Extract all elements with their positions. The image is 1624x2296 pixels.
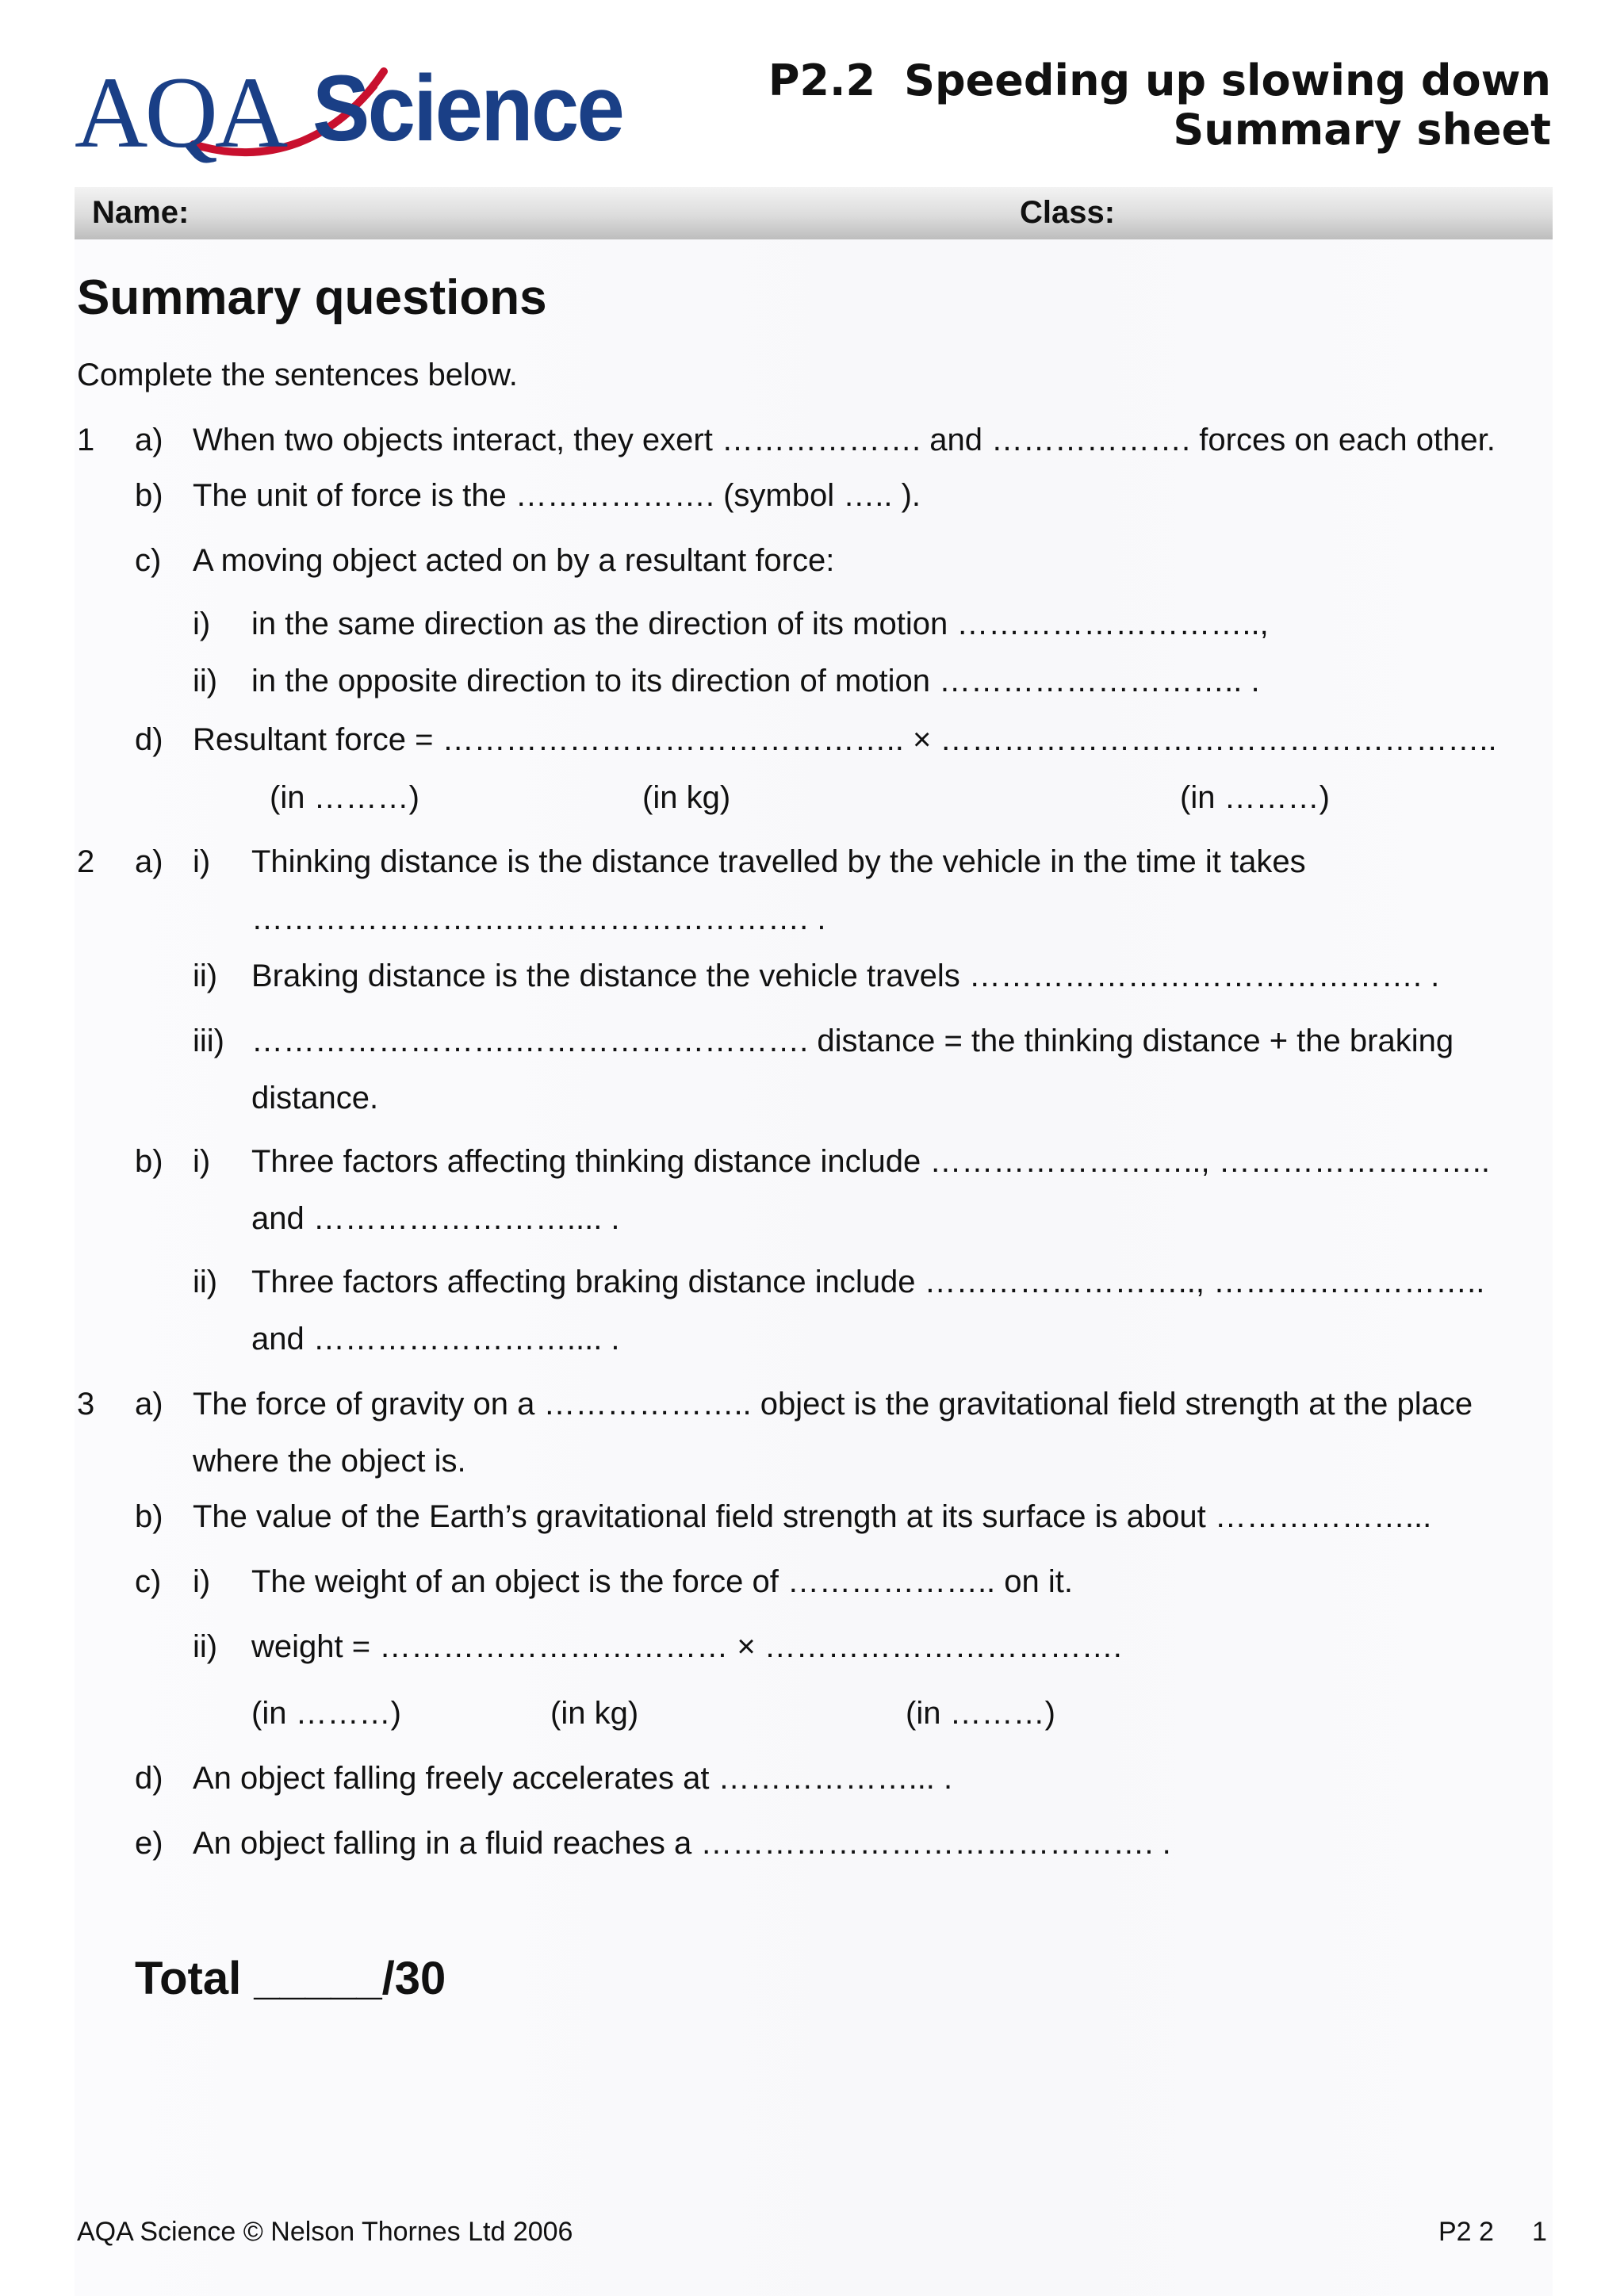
subpart-label: ii) [193,1629,218,1664]
subpart-label: ii) [193,664,218,698]
subpart-label: i) [193,1564,211,1599]
question-text: Three factors affecting thinking distance include …………………….., …………………….. [251,1144,1490,1179]
unit-hint: (in ………) [270,780,419,815]
question-text: The value of the Earth’s gravitational field strength at its surface is about ………………... [193,1499,1432,1534]
footer-copyright: AQA Science © Nelson Thornes Ltd 2006 [77,2217,573,2247]
unit-hint: (in ………) [251,1696,401,1731]
question-number: 3 [77,1387,95,1422]
question-text: When two objects interact, they exert ………………. and ………………. forces on each other. [193,423,1496,457]
question-text: weight = …………………………… × ……………………………. [251,1629,1122,1664]
total-score: Total _____/30 [135,1953,446,2004]
unit-hint: (in kg) [642,780,731,815]
question-text: Braking distance is the distance the vehicle travels ……………………………………. . [251,959,1440,993]
unit-hint: (in ………) [1180,780,1330,815]
part-label: c) [135,1564,162,1599]
question-text: distance. [251,1081,379,1115]
question-text: The force of gravity on a ……………….. object is the gravitational field strength at the place [193,1387,1473,1422]
question-text: …………………….………………………. distance = the thinking distance + the braking [251,1024,1454,1058]
logo-aqa-text: AQA [75,56,285,169]
subpart-label: ii) [193,959,218,993]
logo-science-text: Science [312,56,623,161]
part-label: a) [135,423,163,457]
part-label: d) [135,722,163,757]
aqa-science-logo [75,55,630,169]
question-text: in the same direction as the direction of its motion ……………………….., [251,607,1269,641]
section-heading: Summary questions [77,270,547,325]
question-text: Three factors affecting braking distance include …………………….., …………………….. [251,1265,1485,1299]
topic-title: Speeding up slowing down [904,55,1551,105]
instruction-text: Complete the sentences below. [77,358,518,392]
page-number: 1 [1532,2217,1547,2247]
unit-hint: (in kg) [550,1696,639,1731]
topic-code: P2.2 [768,55,876,105]
question-text: where the object is. [193,1444,466,1479]
question-text: and …………………….... . [251,1322,620,1357]
part-label: c) [135,543,162,578]
part-label: a) [135,844,163,879]
question-text: The unit of force is the ………………. (symbol ….. ). [193,478,921,513]
part-label: e) [135,1826,163,1861]
question-text: Thinking distance is the distance travelled by the vehicle in the time it takes [251,844,1306,879]
question-text: A moving object acted on by a resultant force: [193,543,835,578]
subpart-label: i) [193,607,211,641]
part-label: d) [135,1761,163,1796]
part-label: b) [135,1499,163,1534]
footer-code: P2 2 [1438,2217,1494,2247]
part-label: a) [135,1387,163,1422]
part-label: b) [135,478,163,513]
question-text: Resultant force = …………………………………….. × …………………………………………….. [193,722,1497,757]
unit-hint: (in ………) [906,1696,1055,1731]
subpart-label: i) [193,844,211,879]
name-class-bar [75,187,1553,239]
question-number: 2 [77,844,95,879]
subpart-label: iii) [193,1024,224,1058]
question-text: …………………….………………………. . [251,901,826,936]
question-text: The weight of an object is the force of ……………….. on it. [251,1564,1073,1599]
question-text: in the opposite direction to its direction of motion ……………………….. . [251,664,1260,698]
page-title [768,57,1551,104]
page-subtitle: Summary sheet [1173,105,1551,155]
part-label: b) [135,1144,163,1179]
subpart-label: ii) [193,1265,218,1299]
question-number: 1 [77,423,95,457]
question-text: and …………………….... . [251,1201,620,1236]
subpart-label: i) [193,1144,211,1179]
class-label: Class: [1020,195,1116,230]
name-label: Name: [92,195,190,230]
question-text: An object falling freely accelerates at ………………... . [193,1761,953,1796]
question-text: An object falling in a fluid reaches a ……………………………………. . [193,1826,1171,1861]
